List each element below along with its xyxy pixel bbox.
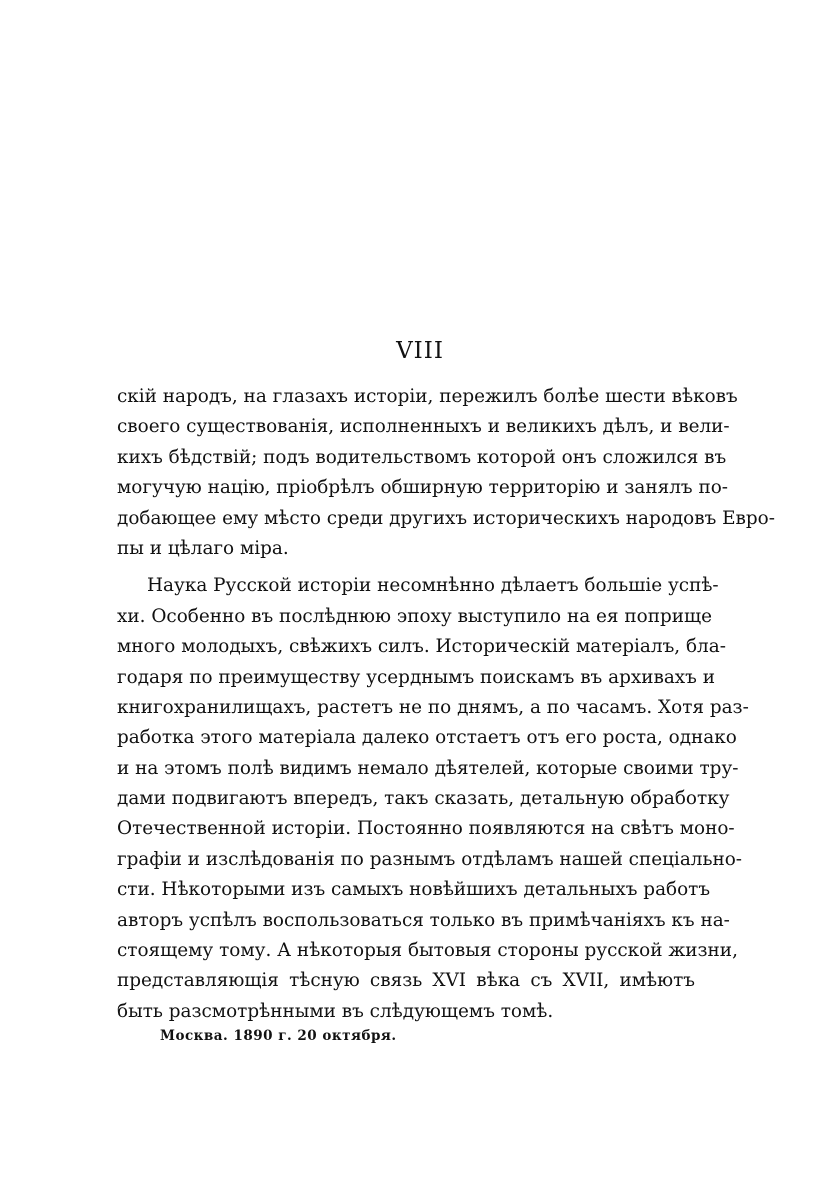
text-line: книгохранилищахъ, растетъ не по днямъ, а по часамъ. Хотя раз- bbox=[117, 696, 749, 718]
text-line: и на этомъ полѣ видимъ немало дѣятелей, которые своими тру- bbox=[117, 757, 739, 779]
text-line: графіи и изслѣдованія по разнымъ отдѣламъ нашей спеціально- bbox=[117, 848, 743, 870]
text-line: добающее ему мѣсто среди другихъ историческихъ народовъ Евро- bbox=[117, 507, 775, 529]
text-line: своего существованія, исполненныхъ и великихъ дѣлъ, и вели- bbox=[117, 416, 730, 438]
text-line: авторъ успѣлъ воспользоваться только въ примѣчаніяхъ къ на- bbox=[117, 909, 730, 931]
paragraph-1 bbox=[117, 382, 775, 564]
text-line: работка этого матеріала далеко отстаетъ отъ его роста, однако bbox=[117, 727, 737, 749]
text-line: хи. Особенно въ послѣднюю эпоху выступило на ея поприще bbox=[117, 605, 712, 627]
text-line: много молодыхъ, свѣжихъ силъ. Историческій матеріалъ, бла- bbox=[117, 636, 726, 658]
body-text bbox=[117, 382, 775, 1027]
text-line: быть разсмотрѣнными въ слѣдующемъ томѣ. bbox=[117, 1000, 554, 1022]
text-line: сти. Нѣкоторыми изъ самыхъ новѣйшихъ детальныхъ работъ bbox=[117, 879, 711, 901]
text-line: годаря по преимуществу усерднымъ поискамъ въ архивахъ и bbox=[117, 666, 715, 688]
signature-date: Москва. 1890 г. 20 октября. bbox=[160, 1028, 397, 1044]
text-line: дами подвигаютъ впередъ, такъ сказать, детальную обработку bbox=[117, 788, 730, 810]
text-line: стоящему тому. А нѣкоторыя бытовыя стороны русской жизни, bbox=[117, 940, 738, 962]
text-line: могучую націю, пріобрѣлъ обширную территорію и занялъ по- bbox=[117, 477, 729, 499]
paragraph-2 bbox=[117, 571, 749, 1027]
page-number: VIII bbox=[396, 338, 444, 364]
text-line: Наука Русской исторіи несомнѣнно дѣлаетъ большіе успѣ- bbox=[147, 575, 719, 597]
text-line: пы и цѣлаго міра. bbox=[117, 537, 289, 559]
text-line: скій народъ, на глазахъ исторіи, пережилъ болѣе шести вѣковъ bbox=[117, 386, 738, 407]
text-line: Отечественной исторіи. Постоянно появляются на свѣтъ моно- bbox=[117, 818, 735, 840]
text-line: кихъ бѣдствій; подъ водительствомъ которой онъ сложился въ bbox=[117, 446, 727, 468]
text-line: представляющія тѣсную связь XVI вѣка съ XVII, имѣютъ bbox=[117, 970, 695, 992]
